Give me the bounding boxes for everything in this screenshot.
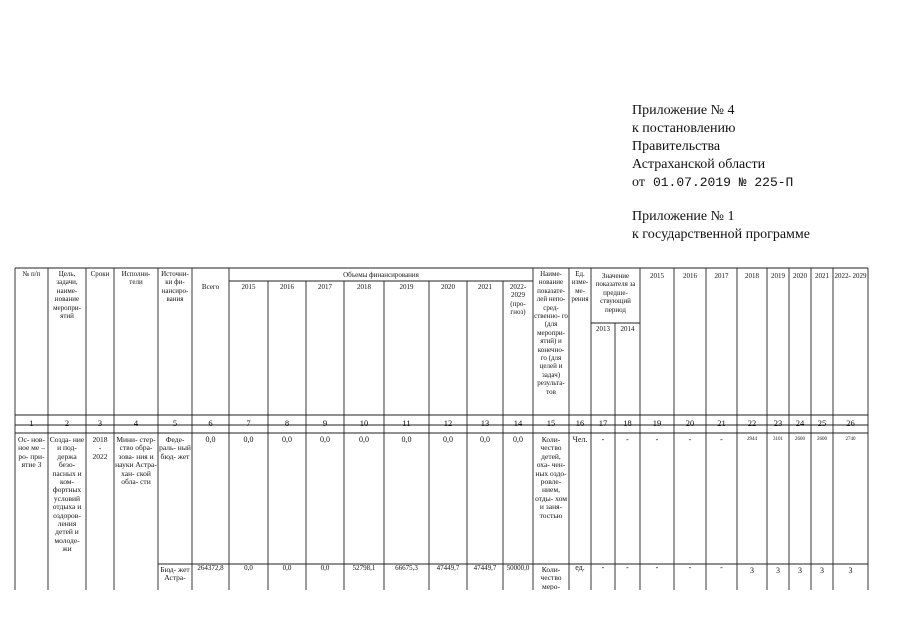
col-number: 7 bbox=[246, 418, 251, 428]
header-y2021: 2021 bbox=[478, 283, 492, 291]
col-number: 1 bbox=[29, 418, 34, 428]
header-unit: Ед. изме- ме- рения bbox=[571, 270, 589, 304]
col-number: 19 bbox=[652, 418, 662, 428]
header-y2017: 2017 bbox=[318, 283, 332, 291]
col-number: 10 bbox=[359, 418, 369, 428]
row-main-terms bbox=[87, 436, 113, 461]
federal-unit: Чел. bbox=[572, 435, 588, 444]
federal-p2015: - bbox=[655, 435, 659, 444]
regional-p2020: 3 bbox=[798, 566, 802, 575]
col-number: 8 bbox=[284, 418, 290, 428]
header-p2020: 2020 bbox=[793, 272, 807, 280]
regional-y2019: 66675,3 bbox=[395, 564, 418, 572]
header-p2019: 2019 bbox=[771, 272, 785, 280]
col-number: 12 bbox=[443, 418, 453, 428]
regional-y2022: 50000,0 bbox=[506, 564, 530, 572]
row-main-num: Ос- нов- ное ме – ро- при- ятие 3 bbox=[18, 436, 45, 470]
header-executor: Исполни- тели bbox=[121, 270, 151, 287]
appendix-line-2: к постановлению bbox=[632, 121, 736, 136]
col-number: 4 bbox=[133, 418, 139, 428]
date-prefix: от bbox=[632, 175, 645, 190]
col-number: 13 bbox=[480, 418, 490, 428]
regional-indicator: Коли- чество меро- bbox=[540, 566, 562, 590]
federal-p2019: 3101 bbox=[773, 437, 783, 442]
federal-y2018: 0,0 bbox=[359, 435, 369, 444]
header-indicator: Наиме- нование показате- лей непо- сред- ственно- го (для меропри- ятий) и конечно- го (для целей и задач) результа- тов bbox=[534, 270, 568, 396]
header-y2016: 2016 bbox=[280, 283, 294, 291]
header-y2018: 2018 bbox=[357, 283, 371, 291]
regional-b2014: - bbox=[626, 563, 629, 572]
col-number: 25 bbox=[817, 418, 827, 428]
row-main-executor: Мини- стер- ство обра- зова- ния и науки Астра- хан- ской обла- сти bbox=[115, 436, 157, 487]
regional-p2022: 3 bbox=[848, 566, 853, 575]
terms-end: 2022 bbox=[92, 451, 108, 461]
federal-p2017: - bbox=[720, 435, 723, 444]
col-number: 18 bbox=[623, 418, 632, 428]
appendix-line-1: Приложение № 4 bbox=[632, 103, 735, 118]
regional-y2016: 0,0 bbox=[282, 564, 292, 572]
regional-p2017: - bbox=[720, 563, 723, 572]
col-number: 22 bbox=[747, 418, 757, 428]
federal-p2018: 2944 bbox=[747, 437, 757, 442]
col-number: 11 bbox=[402, 418, 411, 428]
col-number: 14 bbox=[513, 418, 523, 428]
appendix-line-7: к государственной программе bbox=[632, 227, 810, 242]
regional-unit: ед. bbox=[575, 563, 585, 572]
header-source: Источни- ки фи- нансиро- вания bbox=[161, 270, 189, 304]
col-number: 6 bbox=[208, 418, 213, 428]
header-terms: Сроки bbox=[90, 270, 110, 278]
terms-start: 2018 bbox=[92, 436, 108, 444]
regional-y2018: 52798,1 bbox=[352, 564, 376, 572]
federal-y2016: 0,0 bbox=[282, 435, 292, 444]
col-number: 26 bbox=[846, 418, 855, 428]
federal-y2021: 0,0 bbox=[480, 435, 490, 444]
federal-p2020: 2600 bbox=[795, 437, 805, 442]
header-p2017: 2017 bbox=[714, 272, 729, 280]
regional-total: 264372,8 bbox=[197, 564, 224, 572]
col-number: 5 bbox=[172, 418, 178, 428]
terms-dash: - bbox=[98, 443, 102, 453]
header-goal: Цель, задачи, наиме- нование меропри- ятий bbox=[53, 270, 81, 321]
regional-p2019: 3 bbox=[776, 566, 780, 575]
header-total: Всего bbox=[201, 283, 220, 291]
regional-p2015: - bbox=[655, 563, 659, 572]
header-y2015: 2015 bbox=[241, 283, 256, 291]
federal-total: 0,0 bbox=[205, 435, 216, 444]
col-number: 17 bbox=[598, 418, 608, 428]
col-number: 24 bbox=[795, 418, 805, 428]
federal-y2022: 0,0 bbox=[513, 435, 523, 444]
regional-y2015: 0,0 bbox=[244, 564, 253, 572]
header-base-value: Значение показателя за предше- ствующий период bbox=[595, 272, 636, 314]
regional-p2016: - bbox=[688, 563, 692, 572]
header-p2022: 2022- 2029 bbox=[834, 272, 867, 280]
federal-y2015: 0,0 bbox=[243, 435, 254, 444]
federal-p2022: 2740 bbox=[845, 437, 856, 442]
appendix-line-4: Астраханской области bbox=[632, 157, 766, 172]
header-b2014: 2014 bbox=[620, 325, 635, 333]
date-value: 01.07.2019 № 225-П bbox=[652, 175, 794, 190]
header-b2013: 2013 bbox=[596, 325, 610, 333]
federal-y2019: 0,0 bbox=[401, 435, 412, 444]
header-p2021: 2021 bbox=[815, 272, 829, 280]
regional-y2017: 0,0 bbox=[320, 564, 330, 572]
row-main-name: Созда- ние и под- держа безо- пасных и ком- фортных условий отдыха и оздоров- ления детей и молоде- жи bbox=[49, 436, 85, 554]
col-number: 9 bbox=[322, 418, 328, 428]
federal-y2017: 0,0 bbox=[320, 435, 330, 444]
federal-b2013: - bbox=[601, 435, 605, 444]
federal-source: Феде- раль- ный бюд- жет bbox=[159, 436, 191, 461]
regional-source: Бюд- жет Астра- bbox=[160, 566, 190, 583]
appendix-line-3: Правительства bbox=[632, 139, 721, 154]
federal-y2020: 0,0 bbox=[443, 435, 453, 444]
header-y2022-forecast: 2022- 2029 (про- гноз) bbox=[509, 283, 527, 317]
federal-p2016: - bbox=[688, 435, 692, 444]
col-number: 20 bbox=[685, 418, 695, 428]
col-number: 21 bbox=[717, 418, 726, 428]
col-number: 23 bbox=[773, 418, 783, 428]
header-p2018: 2018 bbox=[745, 272, 759, 280]
header-p2016: 2016 bbox=[683, 272, 697, 280]
col-number: 3 bbox=[97, 418, 103, 428]
regional-p2018: 3 bbox=[750, 566, 754, 575]
regional-p2021: 3 bbox=[820, 566, 824, 575]
federal-indicator: Коли- чество детей, оха- чен- ных оздо- ровле- нием, отды- хом и заня- тостью bbox=[535, 436, 567, 520]
header-y2020: 2020 bbox=[441, 283, 455, 291]
col-number: 15 bbox=[546, 418, 556, 428]
col-number: 16 bbox=[575, 418, 585, 428]
header-num: № п/п bbox=[22, 270, 41, 278]
header-y2019: 2019 bbox=[399, 283, 414, 291]
header-volumes-group: Объемы финансирования bbox=[343, 271, 419, 279]
federal-p2021: 2600 bbox=[817, 437, 827, 442]
header-p2015: 2015 bbox=[650, 272, 664, 280]
col-number: 2 bbox=[64, 418, 70, 428]
federal-b2014: - bbox=[626, 435, 629, 444]
regional-y2020: 47449,7 bbox=[436, 564, 460, 572]
regional-y2021: 47449,7 bbox=[473, 564, 497, 572]
regional-b2013: - bbox=[601, 563, 605, 572]
appendix-line-6: Приложение № 1 bbox=[632, 209, 735, 224]
